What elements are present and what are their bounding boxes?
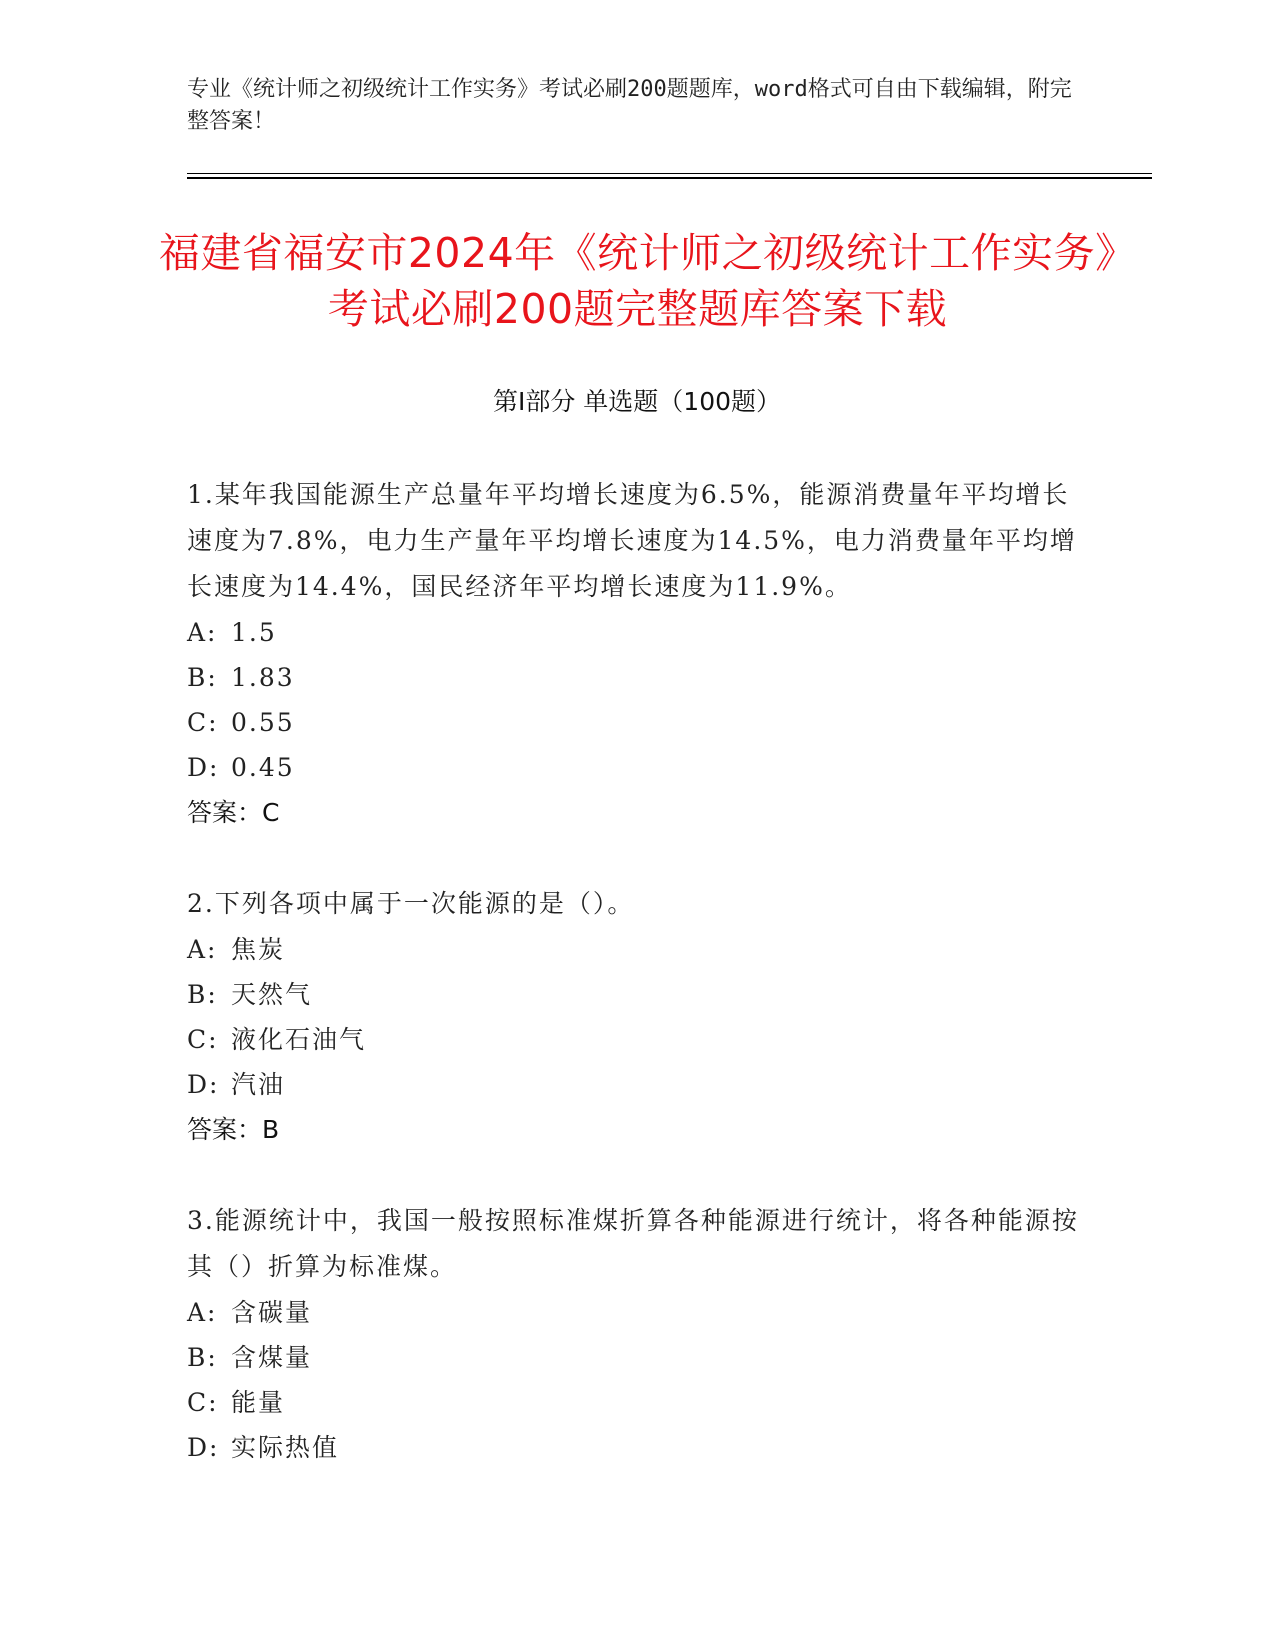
option-letter: A: [187,935,218,964]
option-letter: D: [187,1433,220,1462]
question-stem: 2.下列各项中属于一次能源的是（）。 [187,889,635,918]
question-option [187,1380,1087,1425]
question-list [187,472,1087,1470]
question-option [187,1290,1087,1335]
option-text: 液化石油气 [231,1025,367,1054]
option-letter: A: [187,618,218,647]
question-option [187,610,1087,655]
question-answer: 答案：C [187,798,280,827]
header-divider-thick [187,177,1152,179]
option-text: 1.5 [231,618,277,647]
question-option [187,927,1087,972]
option-text: 实际热值 [231,1433,340,1462]
option-text: 0.45 [231,753,295,782]
option-letter: C: [187,708,219,737]
question-item [187,881,1087,1153]
header-divider-thin [187,173,1152,174]
question-option [187,700,1087,745]
section-heading: 第Ⅰ部分 单选题（100题） [492,387,782,416]
option-text: 能量 [231,1388,286,1417]
header-note: 专业《统计师之初级统计工作实务》考试必刷200题题库，word格式可自由下载编辑，附完整答案！ [187,77,1072,134]
question-item [187,472,1087,836]
question-option [187,972,1087,1017]
option-letter: C: [187,1388,219,1417]
document-title: 福建省福安市2024年《统计师之初级统计工作实务》考试必刷200题完整题库答案下载 [158,229,1117,333]
question-option [187,745,1087,790]
question-item [187,1198,1087,1470]
option-text: 含煤量 [231,1343,313,1372]
question-option [187,655,1087,700]
option-letter: B: [187,663,218,692]
question-option [187,1017,1087,1062]
question-stem: 3.能源统计中，我国一般按照标准煤折算各种能源进行统计，将各种能源按其（）折算为标准煤。 [187,1206,1079,1281]
option-letter: B: [187,980,218,1009]
option-text: 含碳量 [231,1298,313,1327]
option-letter: D: [187,753,220,782]
option-text: 焦炭 [231,935,286,964]
option-letter: B: [187,1343,218,1372]
question-option [187,1425,1087,1470]
option-text: 0.55 [231,708,295,737]
option-text: 1.83 [231,663,295,692]
question-answer: 答案：B [187,1115,280,1144]
option-letter: A: [187,1298,218,1327]
question-option [187,1062,1087,1107]
option-letter: C: [187,1025,219,1054]
question-stem: 1.某年我国能源生产总量年平均增长速度为6.5%，能源消费量年平均增长速度为7.8%，电力生产量年平均增长速度为14.5%，电力消费量年平均增长速度为14.4%，国民经济年平均增长速度为11.9%。 [187,480,1077,601]
option-text: 汽油 [231,1070,286,1099]
option-text: 天然气 [231,980,313,1009]
question-option [187,1335,1087,1380]
option-letter: D: [187,1070,220,1099]
